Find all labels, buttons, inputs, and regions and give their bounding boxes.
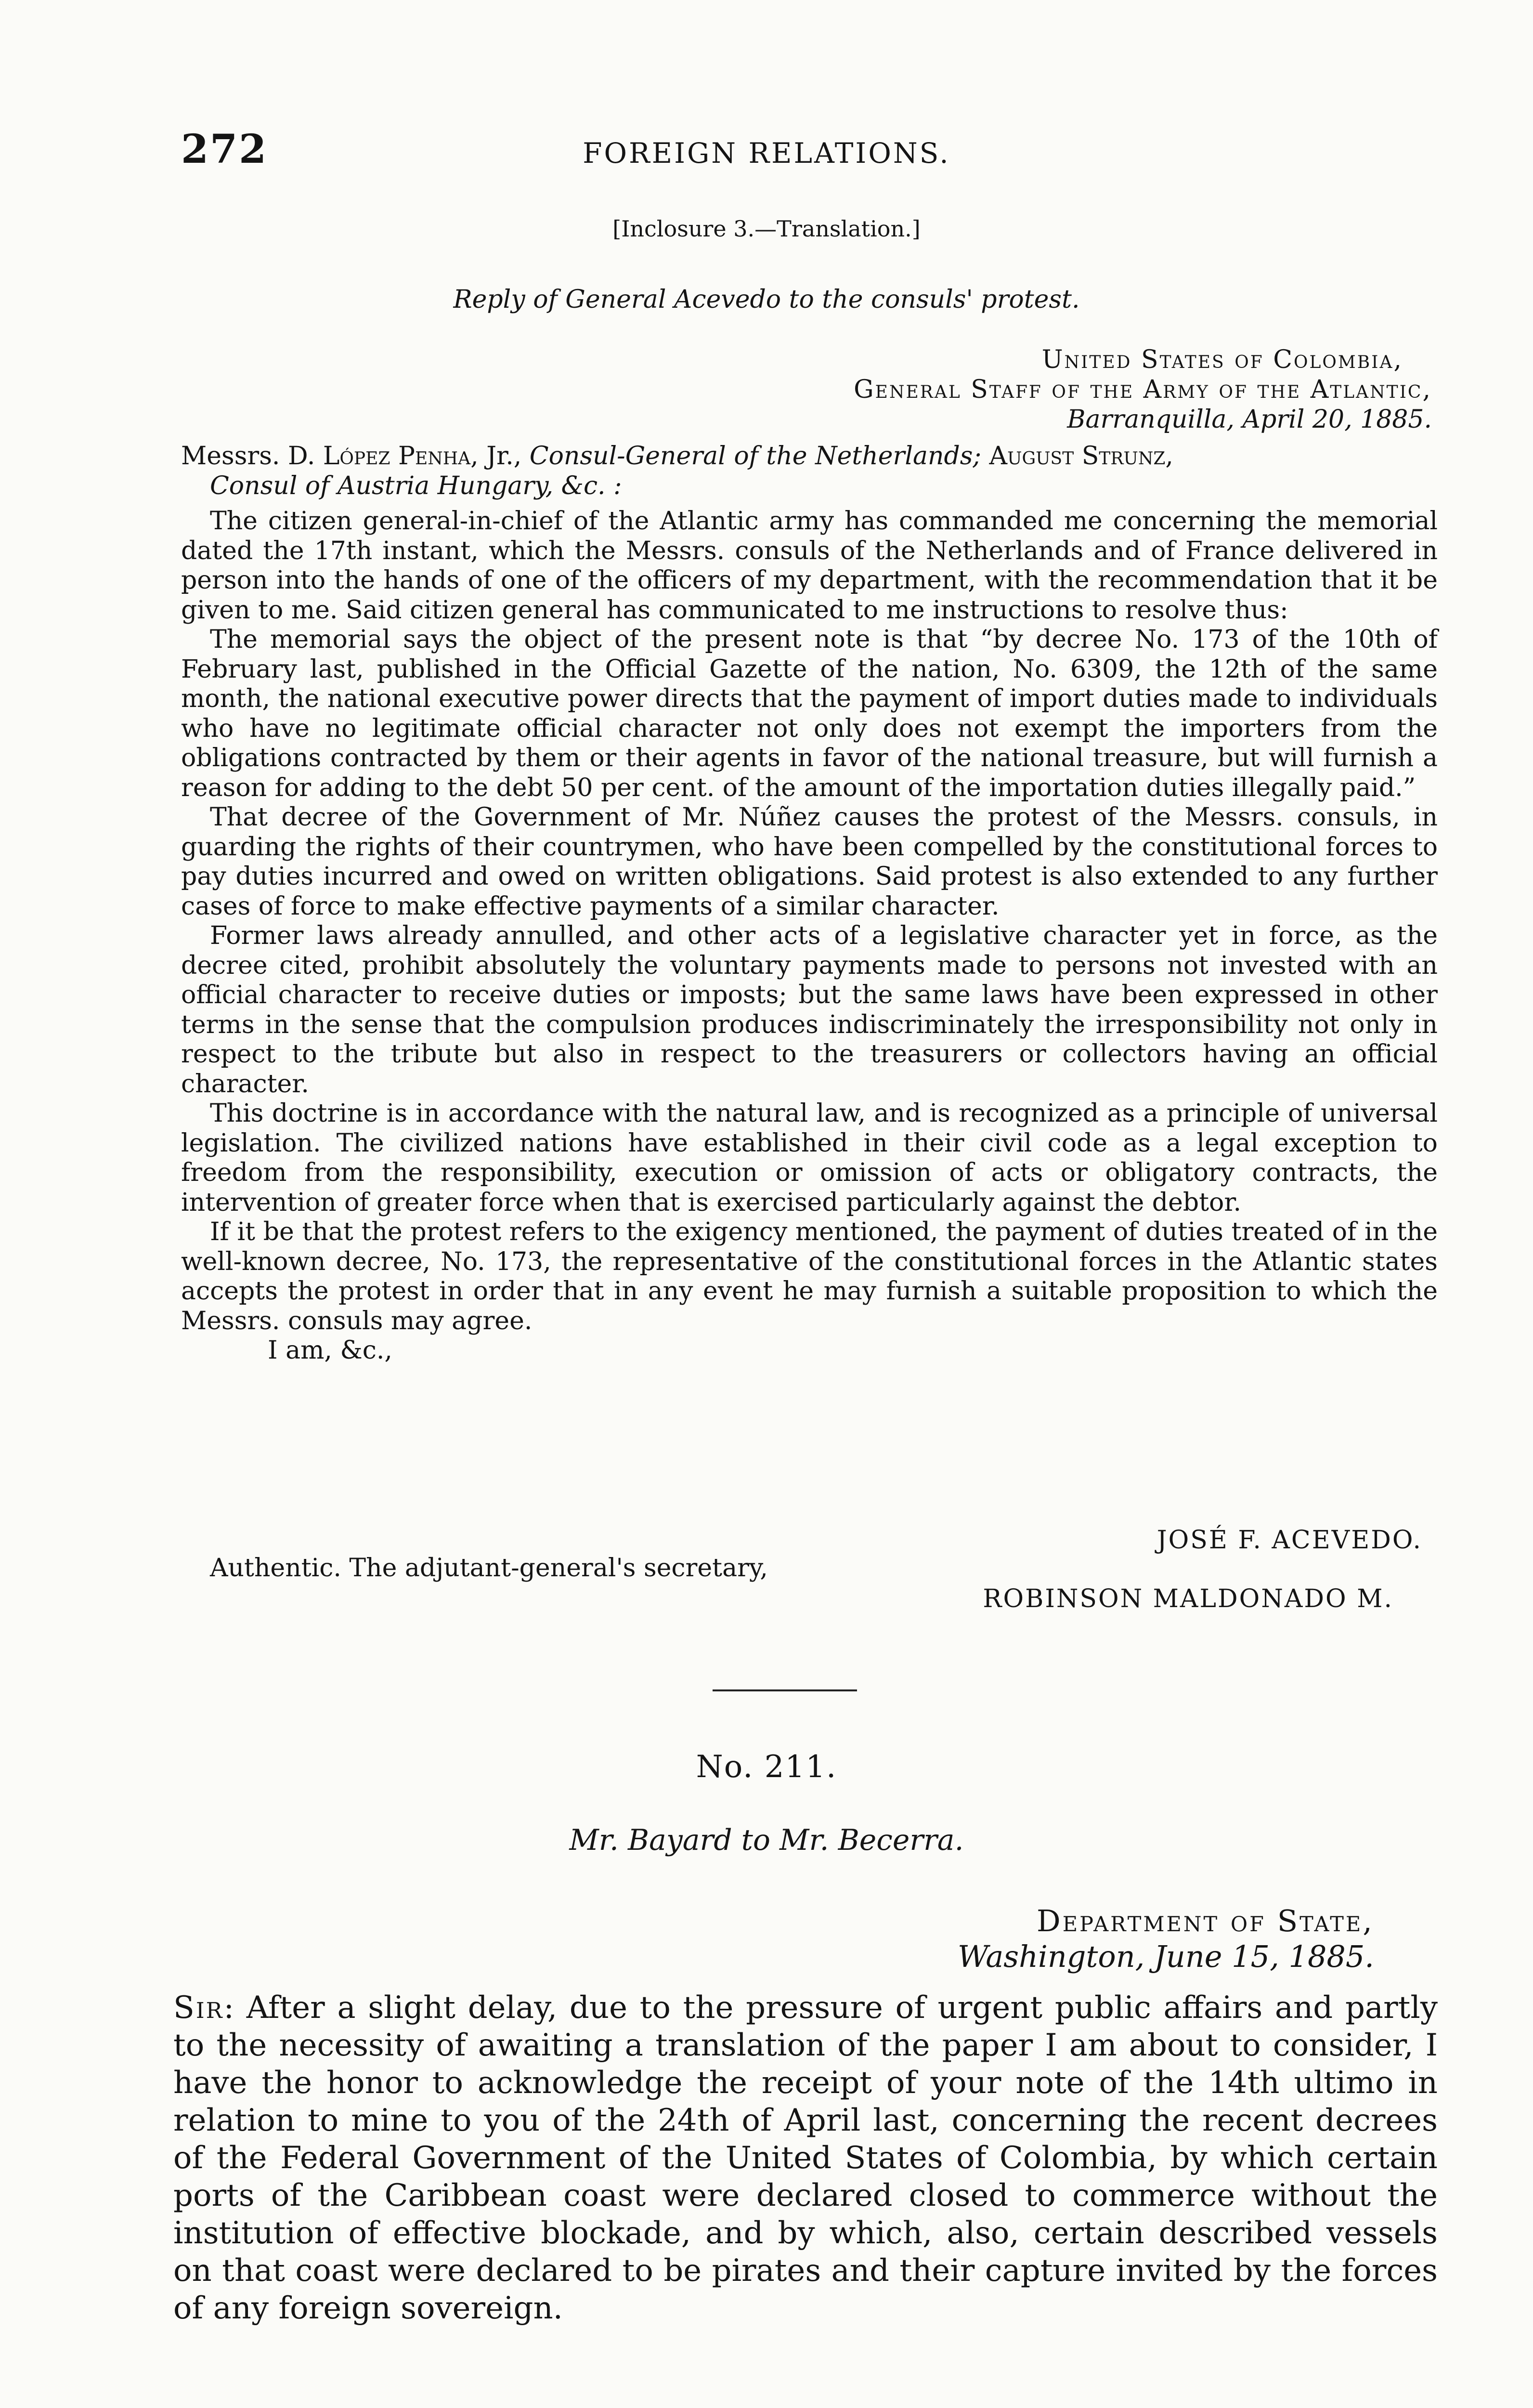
addressee-block xyxy=(181,441,1438,501)
paragraph: That decree of the Government of Mr. Núñez causes the protest of the Messrs. consuls, in guarding the rights of their countrymen, who have been compelled by the constitutional forces to pay duties incurred and owed on written obligations. Said protest is also extended to any further cases of force to make effective payments of a similar character. xyxy=(181,803,1438,921)
inclosure-label: [Inclosure 3.—Translation.] xyxy=(612,216,921,242)
inclosure-body xyxy=(181,507,1438,1366)
paragraph: The citizen general-in-chief of the Atlantic army has commanded me concerning the memorial dated the 17th instant, which the Messrs. consuls of the Netherlands and of France delivered in person into the hands of one of the officers of my department, with the recommendation that it be given to me. Said citizen general has communicated to me instructions to resolve thus: xyxy=(181,507,1438,625)
running-title: FOREIGN RELATIONS. xyxy=(583,137,950,170)
addressee-prefix: Messrs. D. xyxy=(181,442,323,471)
page-number: 272 xyxy=(181,126,268,172)
department-line: Department of State, xyxy=(1037,1903,1374,1938)
letter-header xyxy=(854,345,1432,434)
addressee-role-2: Consul of Austria Hungary, &c. : xyxy=(210,471,622,500)
addressee-role-1: Consul-General of the Netherlands; xyxy=(529,442,982,471)
paragraph: The memorial says the object of the present note is that “by decree No. 173 of the 10th of February last, published in the Official Gazette of the nation, No. 6309, the 12th of the same month, the national executive power directs that the payment of import duties made to individuals who have no legitimate official character not only does not exempt the importers from the obligations contracted by them or their agents in favor of the national treasure, but will furnish a reason for adding to the debt 50 per cent. of the amount of the importation duties illegally paid.” xyxy=(181,625,1438,802)
addressee-name-2: August Strunz, xyxy=(981,442,1173,471)
addressee-suffix: , Jr., xyxy=(470,442,530,471)
header-place-date: Barranquilla, April 20, 1885. xyxy=(1067,405,1432,434)
paragraph: This doctrine is in accordance with the natural law, and is recognized as a principle of universal legislation. The civilized nations have established in their civil code as a legal exception to freedom from the responsibility, execution or omission of acts or obligatory contracts, the intervention of greater force when that is exercised particularly against the debtor. xyxy=(181,1099,1438,1217)
letter-salutation: Sir xyxy=(173,1990,224,2026)
closing: I am, &c., xyxy=(268,1336,392,1365)
secretary-signature: ROBINSON MALDONADO M. xyxy=(983,1584,1393,1613)
document-place-date: Washington, June 15, 1885. xyxy=(957,1939,1374,1974)
authentication-line: Authentic. The adjutant-general's secretary, xyxy=(210,1554,768,1583)
letter-body xyxy=(173,1989,1438,2327)
inclosure-title: Reply of General Acevedo to the consuls' protest. xyxy=(453,285,1080,314)
document-header xyxy=(958,1903,1374,1975)
header-line-country: United States of Colombia, xyxy=(1041,345,1403,374)
document-number: No. 211. xyxy=(696,1749,837,1785)
paragraph: If it be that the protest refers to the exigency mentioned, the payment of duties treated of in the well-known decree, No. 173, the representative of the constitutional forces in the Atlantic states accepts the protest in order that in any event he may furnish a suitable proposition to which the Messrs. consuls may agree. xyxy=(181,1217,1438,1335)
paragraph: Former laws already annulled, and other acts of a legislative character yet in force, as the decree cited, prohibit absolutely the voluntary payments made to persons not invested with an official character to receive duties or imposts; but the same laws have been expressed in other terms in the sense that the compulsion produces indiscriminately the irresponsibility not only in respect to the tribute but also in respect to the treasurers or collectors having an official character. xyxy=(181,921,1438,1099)
addressee-name-1: López Penha xyxy=(323,442,471,471)
document-title: Mr. Bayard to Mr. Becerra. xyxy=(569,1823,964,1857)
signature: JOSÉ F. ACEVEDO. xyxy=(1156,1526,1422,1555)
header-line-staff: General Staff of the Army of the Atlantic, xyxy=(854,375,1432,404)
section-divider xyxy=(713,1689,857,1691)
letter-text: : After a slight delay, due to the pressure of urgent public affairs and partly to the necessity of awaiting a translation of the paper I am about to consider, I have the honor to acknowledge the receipt of your note of the 14th ultimo in relation to mine to you of the 24th of April last, concerning the recent decrees of the Federal Government of the United States of Colombia, by which certain ports of the Caribbean coast were declared closed to commerce without the institution of effective blockade, and by which, also, certain described vessels on that coast were declared to be pirates and their capture invited by the forces of any foreign sovereign. xyxy=(173,1990,1438,2326)
